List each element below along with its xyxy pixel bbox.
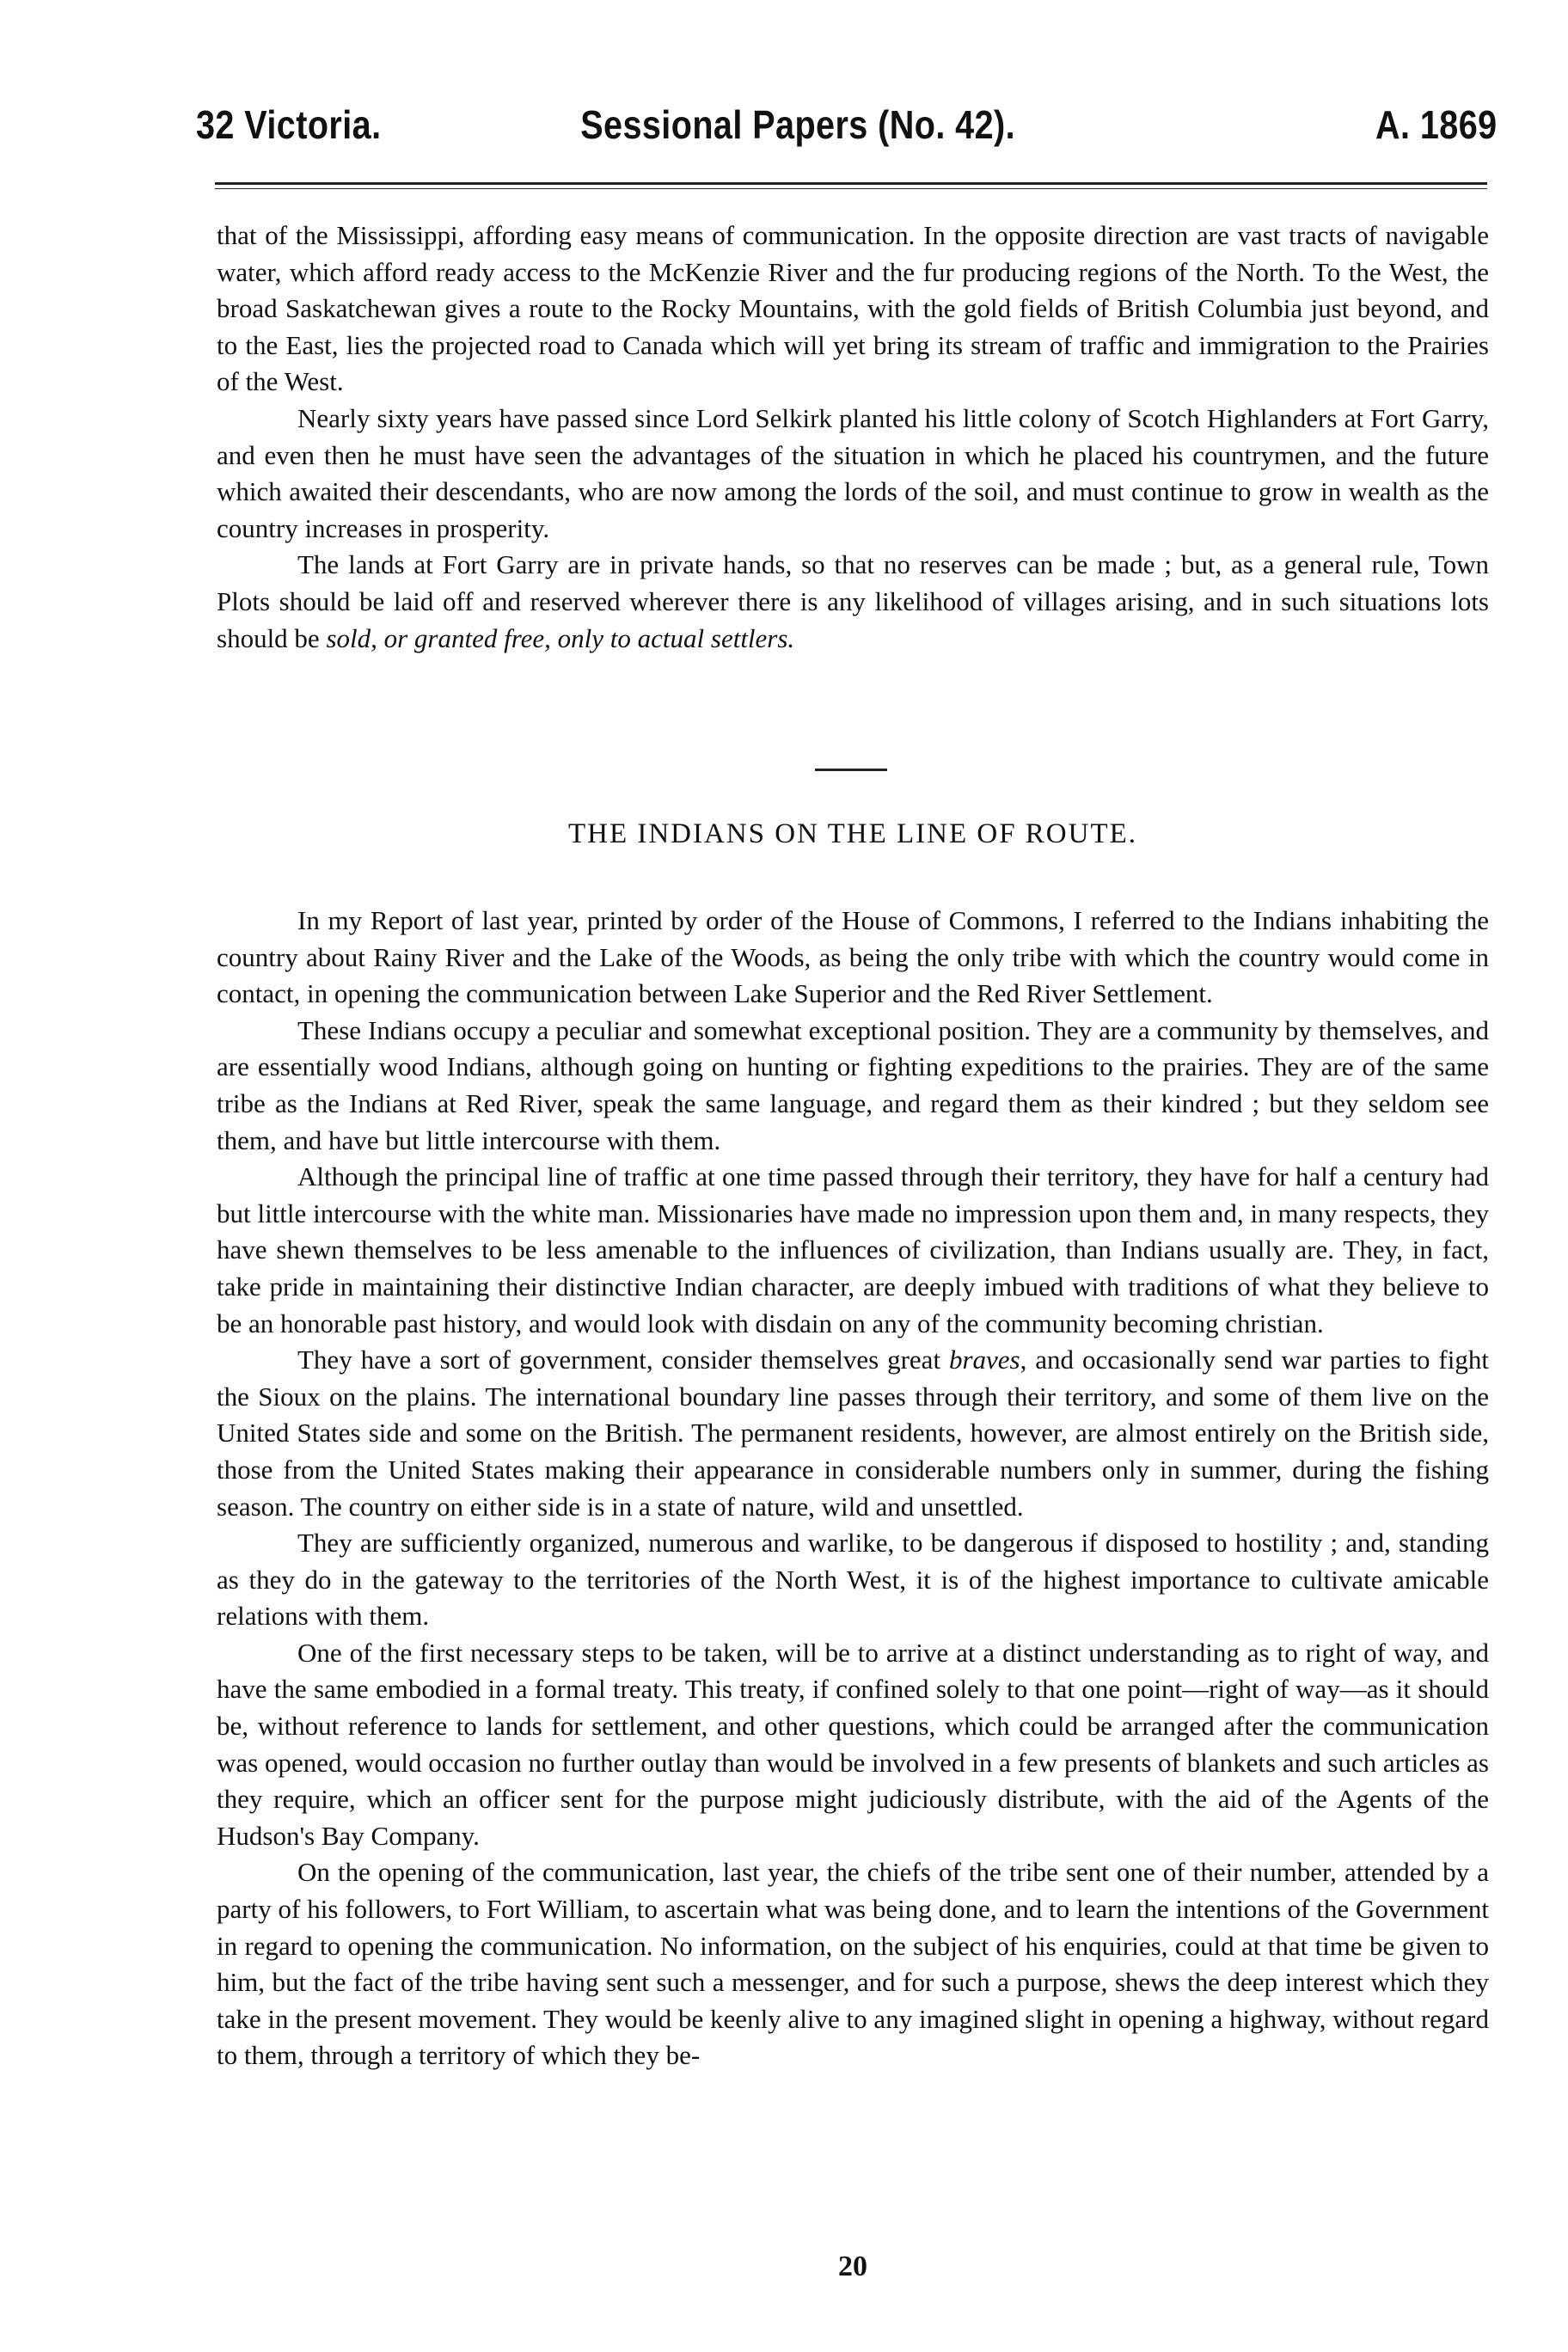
paragraph-selkirk: Nearly sixty years have passed since Lord Selkirk planted his little colony of Scotch Highlanders at Fort Garry, and even then he must have seen the advantages of the situation in which he placed his countrymen, and the future which awaited their descendants, who are now among the lords of the soil, and must continue to grow in wealth as the country increases in prosperity. xyxy=(217,402,1489,543)
government-after: , and occasionally send war parties to fight the Sioux on the plains. The international boundary line passes through their territory, and some of them live on the United States side and some on the British. The permanent residents, however, are almost entirely on the British side, those from the United States making their appearance in considerable numbers only in summer, during the fishing season. The country on either side is in a state of nature, wild and unsettled. xyxy=(217,1344,1489,1522)
intro-text xyxy=(217,217,1489,657)
paragraph-organized: They are sufficiently organized, numerous and warlike, to be dangerous if disposed to hostility ; and, standing as they do in the gateway to the territories of the North West, it is of the highest importance to cultivate amicable relations with them. xyxy=(217,1528,1489,1632)
lands-text: The lands at Fort Garry are in private hands, so that no reserves can be made ; but, as a general rule, Town Plots should be laid off and reserved wherever there is any likelihood of villages arising, and in such situations lots should be xyxy=(217,549,1489,653)
page-number: 20 xyxy=(838,2251,867,2282)
paragraph-messenger: On the opening of the communication, last year, the chiefs of the tribe sent one of their number, attended by a party of his followers, to Fort William, to ascertain what was being done, and to learn the intentions of the Government in regard to opening the communication. No information, on the subject of his enquiries, could at that time be given to him, but the fact of the tribe having sent such a messenger, and for such a purpose, shews the deep interest which they take in the present movement. They would be keenly alive to any imagined slight in opening a highway, without regard to them, through a territory of which they be- xyxy=(217,1857,1489,2071)
paragraph-treaty: One of the first necessary steps to be taken, will be to arrive at a distinct understanding as to right of way, and have the same embodied in a formal treaty. This treaty, if confined solely to that one point—right of way—as it should be, without reference to lands for settlement, and other questions, which could be arranged after the communication was opened, would occasion no further outlay than would be involved in a few presents of blankets and such articles as they require, which an officer sent for the purpose might judiciously distribute, with the aid of the Agents of the Hudson's Bay Company. xyxy=(217,1637,1489,1851)
header-title: Sessional Papers (No. 42). xyxy=(580,102,1016,147)
header-rule-thick xyxy=(215,182,1487,185)
paragraph-report: In my Report of last year, printed by order of the House of Commons, I referred to the Indians inhabiting the country about Rainy River and the Lake of the Woods, as being the only tribe with which the country would come in contact, in opening the communication between Lake Superior and the Red River Settlement. xyxy=(217,905,1489,1009)
paragraph-traffic: Although the principal line of traffic at one time passed through their territory, they have for half a century had but little intercourse with the white man. Missionaries have made no impression upon them and, in many respects, they have shewn themselves to be less amenable to the influences of civilization, than Indians usually are. They, in fact, take pride in maintaining their distinctive Indian character, are deeply imbued with traditions of what they believe to be an honorable past history, and would look with disdain on any of the community becoming christian. xyxy=(217,1161,1489,1338)
paragraph-continuation: that of the Mississippi, affording easy means of communication. In the opposite direction are vast tracts of navigable water, which afford ready access to the McKenzie River and the fur producing regions of the North. To the West, the broad Saskatchewan gives a route to the Rocky Mountains, with the gold fields of British Columbia just beyond, and to the East, lies the projected road to Canada which will yet bring its stream of traffic and immigration to the Prairies of the West. xyxy=(217,220,1489,397)
header-session: 32 Victoria. xyxy=(196,102,382,147)
section-heading: THE INDIANS ON THE LINE OF ROUTE. xyxy=(567,818,1138,849)
government-italic: braves xyxy=(948,1344,1020,1375)
paragraph-government xyxy=(217,1342,1489,1525)
lands-italic: sold, or granted free, only to actual settlers. xyxy=(326,622,795,653)
section-text xyxy=(217,903,1489,2074)
government-before: They have a sort of government, consider themselves great xyxy=(297,1344,949,1375)
paragraph-position: These Indians occupy a peculiar and somewhat exceptional position. They are a community by themselves, and are essentially wood Indians, although going on hunting or fighting expeditions to the prairies. They are of the same tribe as the Indians at Red River, speak the same language, and regard them as their kindred ; but they seldom see them, and have but little intercourse with them. xyxy=(217,1014,1489,1155)
header-year: A. 1869 xyxy=(1375,102,1498,147)
header-rule-thin xyxy=(215,188,1487,189)
paragraph-lands xyxy=(217,547,1489,657)
section-divider xyxy=(815,769,887,771)
running-header xyxy=(196,101,1498,162)
